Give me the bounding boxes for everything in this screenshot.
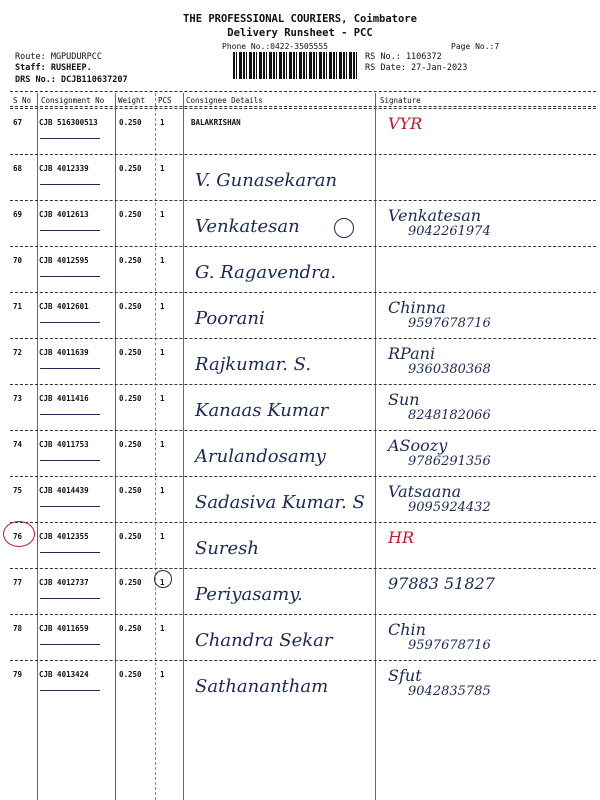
row-consignee: BALAKRISHAN: [191, 118, 241, 127]
row-pcs: 1: [160, 164, 165, 173]
row-69-circle-mark: [334, 218, 354, 238]
row-signature-phone: 9597678716: [408, 638, 491, 653]
row-pcs: 1: [160, 578, 165, 587]
pen-underline: [40, 138, 100, 139]
row-signature: Vatsaana: [388, 482, 462, 501]
row-signature: Chinna: [388, 298, 446, 317]
pen-underline: [40, 460, 100, 461]
row-handwritten-name: Periyasamy.: [195, 584, 303, 605]
row-consignment: CJB 516300513: [39, 118, 98, 127]
row-separator: [10, 108, 596, 109]
row-weight: 0.250: [119, 578, 142, 587]
row-sno: 76: [13, 532, 23, 541]
page-number: Page No.:7: [451, 42, 500, 51]
row-weight: 0.250: [119, 532, 142, 541]
row-pcs: 1: [160, 532, 165, 541]
header-top-rule: [10, 91, 596, 92]
row-77-circle-mark: [154, 570, 172, 588]
row-sno: 79: [13, 670, 23, 679]
row-signature-phone: 9095924432: [408, 500, 491, 515]
row-sno: 71: [13, 302, 23, 311]
row-separator: [10, 384, 596, 385]
row-separator: [10, 568, 596, 569]
row-signature: Sfut: [388, 666, 422, 685]
row-consignment: CJB 4014439: [39, 486, 89, 495]
col-consignee: Consignee Details: [186, 96, 263, 105]
company-title: THE PROFESSIONAL COURIERS, Coimbatore: [183, 13, 417, 25]
row-separator: [10, 614, 596, 615]
row-sno: 77: [13, 578, 23, 587]
row-separator: [10, 660, 596, 661]
row-76-marker-circle: [3, 521, 35, 547]
row-pcs: 1: [160, 440, 165, 449]
row-signature-phone: 8248182066: [408, 408, 491, 423]
row-separator: [10, 154, 596, 155]
row-sno: 78: [13, 624, 23, 633]
row-weight: 0.250: [119, 670, 142, 679]
row-signature: Venkatesan: [388, 206, 482, 225]
col-weight: Weight: [118, 96, 146, 105]
col-signature: Signature: [380, 96, 421, 105]
row-sno: 68: [13, 164, 23, 173]
row-sno: 67: [13, 118, 23, 127]
row-handwritten-name: Sathanantham: [195, 676, 329, 697]
row-pcs: 1: [160, 486, 165, 495]
row-signature-phone: 9597678716: [408, 316, 491, 331]
row-signature: Sun: [388, 390, 420, 409]
row-weight: 0.250: [119, 394, 142, 403]
pen-underline: [40, 276, 100, 277]
row-consignment: CJB 4011416: [39, 394, 89, 403]
row-sno: 70: [13, 256, 23, 265]
row-signature-phone: 9042261974: [408, 224, 491, 239]
row-pcs: 1: [160, 210, 165, 219]
row-handwritten-name: Rajkumar. S.: [195, 354, 312, 375]
row-handwritten-name: G. Ragavendra.: [195, 262, 337, 283]
rs-number: RS No.: 1106372: [365, 52, 442, 62]
row-pcs: 1: [160, 256, 165, 265]
pen-underline: [40, 368, 100, 369]
pen-underline: [40, 690, 100, 691]
row-signature: 97883 51827: [388, 574, 495, 593]
col-consignment: Consignment No: [41, 96, 105, 105]
pen-underline: [40, 230, 100, 231]
row-consignment: CJB 4013424: [39, 670, 89, 679]
row-weight: 0.250: [119, 302, 142, 311]
row-separator: [10, 476, 596, 477]
row-pcs: 1: [160, 348, 165, 357]
row-weight: 0.250: [119, 164, 142, 173]
row-handwritten-name: Kanaas Kumar: [195, 400, 329, 421]
row-separator: [10, 292, 596, 293]
row-weight: 0.250: [119, 624, 142, 633]
row-signature: ASoozy: [388, 436, 448, 455]
pen-underline: [40, 184, 100, 185]
row-weight: 0.250: [119, 118, 142, 127]
row-signature-phone: 9786291356: [408, 454, 491, 469]
row-consignment: CJB 4011659: [39, 624, 89, 633]
row-pcs: 1: [160, 302, 165, 311]
header-bottom-rule: [10, 106, 596, 107]
row-handwritten-name: V. Gunasekaran: [195, 170, 338, 191]
row-sno: 69: [13, 210, 23, 219]
staff-label: Staff: RUSHEEP.: [15, 63, 92, 73]
row-sno: 73: [13, 394, 23, 403]
row-handwritten-name: Venkatesan: [195, 216, 300, 237]
row-handwritten-name: Poorani: [195, 308, 265, 329]
row-signature-phone: 9360380368: [408, 362, 491, 377]
row-separator: [10, 246, 596, 247]
row-separator: [10, 522, 596, 523]
pen-underline: [40, 644, 100, 645]
row-consignment: CJB 4012601: [39, 302, 89, 311]
document-subtitle: Delivery Runsheet - PCC: [227, 27, 373, 39]
row-handwritten-name: Sadasiva Kumar. S: [195, 492, 365, 513]
phone-number: Phone No.:0422-3505555: [222, 42, 328, 51]
drs-number: DRS No.: DCJB110637207: [15, 75, 128, 85]
row-consignment: CJB 4011753: [39, 440, 89, 449]
row-weight: 0.250: [119, 440, 142, 449]
pen-underline: [40, 414, 100, 415]
row-separator: [10, 430, 596, 431]
row-consignment: CJB 4012737: [39, 578, 89, 587]
row-separator: [10, 338, 596, 339]
row-signature-phone: 9042835785: [408, 684, 491, 699]
col-pcs: PCS: [158, 96, 172, 105]
row-pcs: 1: [160, 670, 165, 679]
row-consignment: CJB 4012355: [39, 532, 89, 541]
row-pcs: 1: [160, 624, 165, 633]
col-sno: S No: [13, 96, 32, 105]
row-handwritten-name: Chandra Sekar: [195, 630, 333, 651]
row-signature: RPani: [388, 344, 436, 363]
row-sno: 75: [13, 486, 23, 495]
row-consignment: CJB 4011639: [39, 348, 89, 357]
pen-underline: [40, 598, 100, 599]
barcode: [233, 52, 358, 79]
row-signature: VYR: [388, 114, 423, 133]
row-consignment: CJB 4012595: [39, 256, 89, 265]
route-label: Route: MGPUDURPCC: [15, 52, 102, 62]
rs-date: RS Date: 27-Jan-2023: [365, 63, 468, 73]
pen-underline: [40, 506, 100, 507]
row-consignment: CJB 4012613: [39, 210, 89, 219]
pen-underline: [40, 552, 100, 553]
row-handwritten-name: Arulandosamy: [195, 446, 326, 467]
row-pcs: 1: [160, 118, 165, 127]
row-sno: 74: [13, 440, 23, 449]
row-weight: 0.250: [119, 210, 142, 219]
row-sno: 72: [13, 348, 23, 357]
row-separator: [10, 200, 596, 201]
row-handwritten-name: Suresh: [195, 538, 260, 559]
pen-underline: [40, 322, 100, 323]
row-weight: 0.250: [119, 486, 142, 495]
row-consignment: CJB 4012339: [39, 164, 89, 173]
row-signature: Chin: [388, 620, 426, 639]
row-signature: HR: [388, 528, 414, 547]
row-weight: 0.250: [119, 256, 142, 265]
row-pcs: 1: [160, 394, 165, 403]
row-weight: 0.250: [119, 348, 142, 357]
